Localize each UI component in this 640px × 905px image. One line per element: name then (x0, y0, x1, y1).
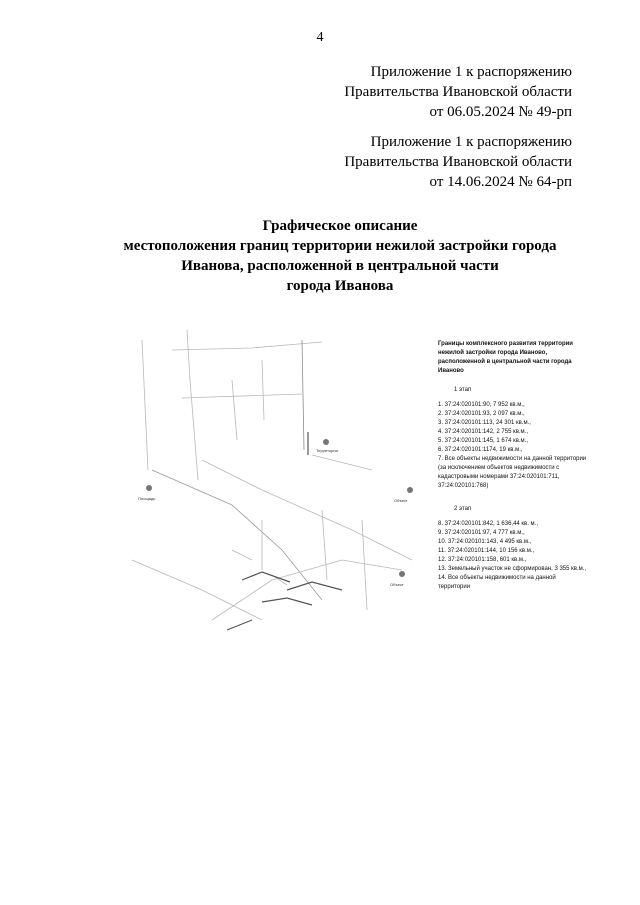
map-street (322, 510, 327, 580)
location-marker-icon (407, 487, 413, 493)
map-label: Территория (316, 448, 338, 453)
map-street (232, 380, 237, 440)
page-number: 4 (316, 30, 324, 45)
location-marker-icon (146, 485, 152, 491)
map-street (202, 460, 412, 560)
map-street (132, 560, 262, 620)
title-line: Иванова, расположенной в центральной части (181, 258, 499, 274)
boundary-line (262, 598, 312, 605)
appendix-block-1 (344, 62, 572, 122)
boundary-line (227, 620, 252, 630)
legend-item: 7. Все объекты недвижимости на данной территории (за исключением объектов недвижимости с кадастровыми номерами 37:24:020101:711, 37:24:020101:768) (438, 456, 587, 489)
location-marker-icon (399, 571, 405, 577)
map-street (262, 360, 264, 420)
map-street (212, 560, 402, 620)
legend-item: 4. 37:24:020101:142, 2 755 кв.м., (438, 429, 529, 435)
legend-item: 11. 37:24:020101:144, 10 156 кв.м., (438, 548, 535, 554)
map-street (172, 342, 322, 350)
appendix-line: Приложение 1 к распоряжению (370, 134, 572, 150)
map-label: Объект (390, 582, 404, 587)
legend-item: 12. 37:24:020101:158, 601 кв.м., (438, 557, 527, 563)
title-line: местоположения границ территории нежилой застройки города (123, 238, 557, 254)
title-line: города Иванова (286, 278, 394, 294)
map-markers (146, 439, 413, 577)
appendix-block-2 (344, 132, 572, 192)
boundary-line (287, 582, 342, 590)
legend-item: 9. 37:24:020101:97, 4 777 кв.м., (438, 530, 525, 536)
legend-title: Границы комплексного развития территории нежилой застройки города Иваново, расположенной в центральной части города Иваново (438, 341, 573, 374)
map-street (187, 330, 198, 480)
legend-item: 2. 37:24:020101:93, 2 097 кв.м., (438, 411, 525, 417)
appendix-line: Правительства Ивановской области (344, 154, 572, 170)
map-label: Площадь (138, 496, 156, 501)
legend-item: 10. 37:24:020101:143, 4 495 кв.м., (438, 539, 532, 545)
stage-1-label: 1 этап (454, 387, 472, 393)
map-street (182, 394, 302, 398)
appendix-line: от 06.05.2024 № 49-рп (429, 104, 572, 120)
appendix-line: Правительства Ивановской области (344, 84, 572, 100)
map-legend (438, 340, 588, 592)
legend-item: 14. Все объекты недвижимости на данной территории (438, 575, 556, 590)
legend-item: 5. 37:24:020101:145, 1 674 кв.м., (438, 438, 529, 444)
appendix-line: Приложение 1 к распоряжению (370, 64, 572, 80)
legend-item: 8. 37:24:020101:842, 1 636,44 кв. м., (438, 521, 539, 527)
map-street (302, 340, 304, 450)
legend-item: 13. Земельный участок не сформирован, 3 355 кв.м., (438, 566, 587, 572)
map-street (362, 520, 367, 610)
title-line: Графическое описание (262, 218, 418, 234)
stage-2-label: 2 этап (454, 506, 472, 512)
map-label: Объект (394, 498, 408, 503)
boundary-map (112, 320, 422, 650)
map-street (312, 455, 372, 470)
map-street (152, 470, 322, 600)
legend-item: 6. 37:24:020101:1174, 19 кв.м., (438, 447, 523, 453)
document-title (0, 216, 640, 296)
appendix-line: от 14.06.2024 № 64-рп (429, 174, 572, 190)
location-marker-icon (323, 439, 329, 445)
map-street (232, 550, 287, 585)
legend-item: 3. 37:24:020101:113, 24 301 кв.м., (438, 420, 531, 426)
map-street (142, 340, 148, 470)
legend-item: 1. 37:24:020101:90, 7 952 кв.м., (438, 402, 525, 408)
